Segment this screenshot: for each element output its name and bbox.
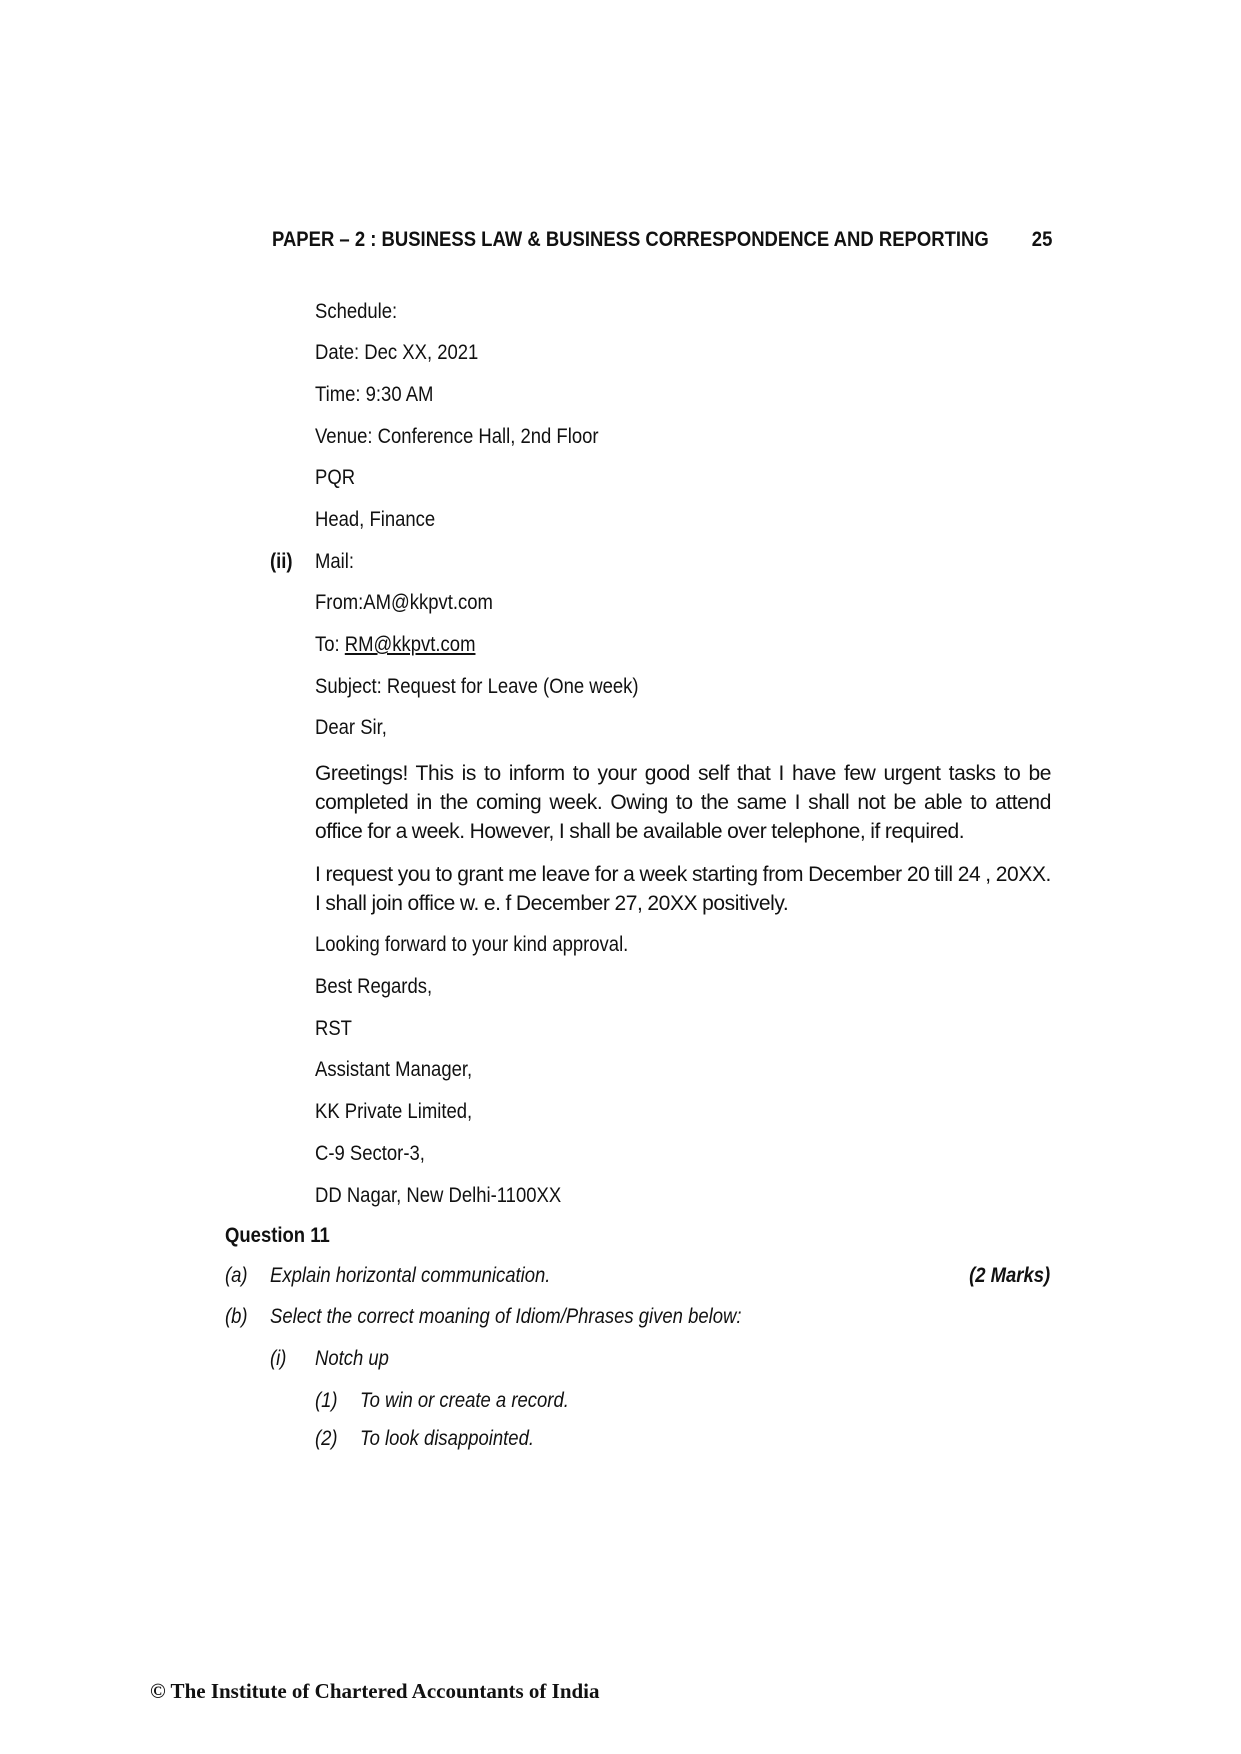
page-header-title: PAPER – 2 : BUSINESS LAW & BUSINESS CORRESPONDENCE AND REPORTING (272, 228, 989, 251)
mail-address-line-2: DD Nagar, New Delhi-1100XX (315, 1184, 562, 1207)
question-sub-i-text: Notch up (315, 1347, 389, 1370)
question-part-b-label: (b) (225, 1305, 248, 1328)
mail-to (315, 633, 497, 657)
mail-body-paragraph-1: Greetings! This is to inform to your good self that I have few urgent tasks to be completed in the coming week. Owing to the same I shall not be able to attend office for a week. However, I shall be available over telephone, if required. (315, 762, 1051, 843)
page-number: 25 (1031, 228, 1052, 251)
option-1-label: (1) (315, 1389, 338, 1412)
mail-from: From:AM@kkpvt.com (315, 591, 493, 614)
schedule-time: Time: 9:30 AM (315, 383, 434, 406)
mail-heading: Mail: (315, 550, 355, 573)
mail-to-label: To: (315, 633, 345, 656)
mail-marker: (ii) (270, 550, 293, 573)
mail-closing-line: Looking forward to your kind approval. (315, 933, 629, 956)
option-2-text: To look disappointed. (360, 1427, 534, 1450)
mail-company: KK Private Limited, (315, 1100, 473, 1123)
mail-subject: Subject: Request for Leave (One week) (315, 675, 639, 698)
footer-copyright: © The Institute of Chartered Accountants of India (150, 1679, 600, 1703)
mail-sender-designation: Assistant Manager, (315, 1058, 473, 1081)
schedule-heading: Schedule: (315, 300, 398, 323)
question-title: Question 11 (225, 1224, 330, 1247)
question-part-a-label: (a) (225, 1264, 248, 1287)
mail-body-paragraph-2: I request you to grant me leave for a week starting from December 20 till 24 , 20XX. I shall join office w. e. f December 27, 20XX positively. (315, 863, 1051, 915)
mail-sign-off: Best Regards, (315, 975, 433, 998)
question-part-b-text: Select the correct moaning of Idiom/Phrases given below: (270, 1305, 742, 1328)
mail-to-address-link[interactable]: RM@kkpvt.com (344, 633, 476, 656)
mail-sender-name: RST (315, 1017, 352, 1040)
mail-salutation: Dear Sir, (315, 716, 387, 739)
question-part-a-text: Explain horizontal communication. (270, 1264, 551, 1287)
question-part-a-marks: (2 Marks) (968, 1264, 1050, 1287)
mail-address-line-1: C-9 Sector-3, (315, 1142, 425, 1165)
schedule-venue: Venue: Conference Hall, 2nd Floor (315, 425, 599, 448)
option-2-label: (2) (315, 1427, 338, 1450)
schedule-designation: Head, Finance (315, 508, 436, 531)
question-sub-i-label: (i) (270, 1347, 287, 1370)
schedule-signatory: PQR (315, 466, 356, 489)
schedule-date: Date: Dec XX, 2021 (315, 341, 479, 364)
option-1-text: To win or create a record. (360, 1389, 569, 1412)
